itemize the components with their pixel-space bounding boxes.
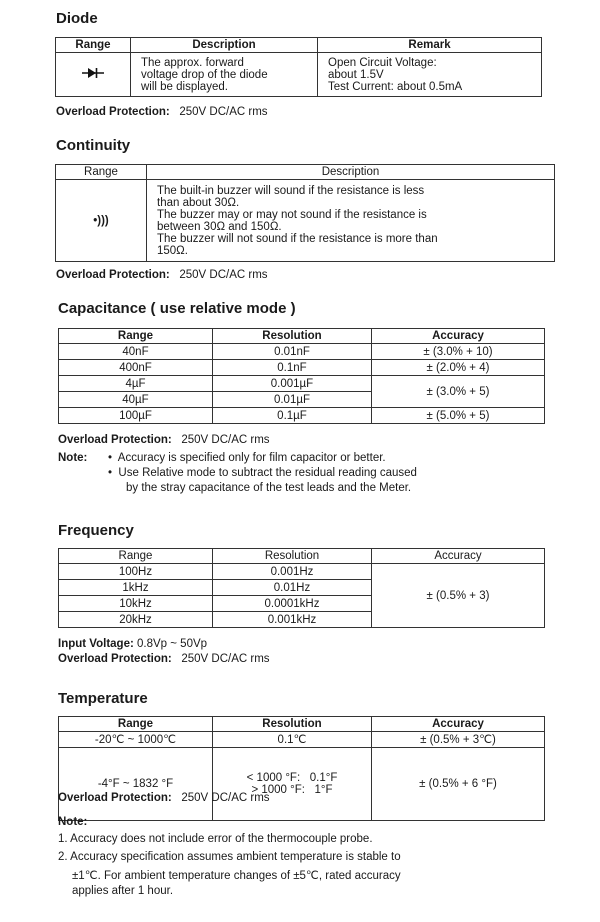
resolution-cell: 0.01nF: [213, 344, 372, 360]
range-cell: 100µF: [59, 408, 213, 424]
temperature-table: [58, 716, 545, 821]
table-row: [59, 344, 545, 360]
header-description: Description: [131, 38, 318, 53]
header-range: Range: [56, 165, 147, 180]
diode-title: Diode: [56, 10, 98, 27]
resolution-cell: 0.0001kHz: [213, 596, 372, 612]
header-range: Range: [59, 717, 213, 732]
range-cell: 100Hz: [59, 564, 213, 580]
capacitance-overload: Overload Protection: 250V DC/AC rms: [58, 434, 270, 446]
header-range: Range: [56, 38, 131, 53]
range-cell: -20℃ ~ 1000℃: [59, 732, 213, 748]
diode-overload: Overload Protection: 250V DC/AC rms: [56, 106, 268, 118]
frequency-title: Frequency: [58, 522, 134, 539]
range-cell: 40nF: [59, 344, 213, 360]
header-range: Range: [59, 549, 213, 564]
header-description: Description: [147, 165, 555, 180]
resolution-cell: < 1000 °F: 0.1°F > 1000 °F: 1°F: [213, 748, 372, 821]
buzzer-icon: •))): [56, 180, 147, 262]
diode-symbol-cell: [56, 53, 131, 97]
continuity-description: The built-in buzzer will sound if the resistance is less than about 30Ω. The buzzer may or may not sound if the resistance is between 30Ω and 150Ω. The buzzer will not sound if the resistance is more than 150Ω.: [147, 180, 555, 262]
table-row: [59, 360, 545, 376]
resolution-cell: 0.01µF: [213, 392, 372, 408]
table-row: [59, 564, 545, 580]
table-row: [59, 408, 545, 424]
accuracy-cell: ± (0.5% + 3℃): [372, 732, 545, 748]
accuracy-cell: ± (0.5% + 6 °F): [372, 748, 545, 821]
resolution-cell: 0.001Hz: [213, 564, 372, 580]
capacitance-table: [58, 328, 545, 424]
resolution-cell: 0.1℃: [213, 732, 372, 748]
table-row: [59, 376, 545, 392]
range-cell: 400nF: [59, 360, 213, 376]
resolution-cell: 0.1µF: [213, 408, 372, 424]
temperature-title: Temperature: [58, 690, 148, 707]
final-note-1: 1. Accuracy does not include error of the thermocouple probe.: [58, 833, 373, 845]
continuity-table: [55, 164, 555, 262]
accuracy-cell: ± (3.0% + 10): [372, 344, 545, 360]
diode-table: [55, 37, 542, 97]
capacitance-note-1: • Accuracy is specified only for film capacitor or better.: [108, 452, 386, 464]
capacitance-note-2: • Use Relative mode to subtract the residual reading caused: [108, 467, 417, 479]
final-note-label: Note:: [58, 816, 88, 828]
range-cell: -4°F ~ 1832 °F: [59, 748, 213, 821]
frequency-input-voltage: Input Voltage: 0.8Vp ~ 50Vp: [58, 638, 208, 650]
range-cell: 40µF: [59, 392, 213, 408]
accuracy-cell: ± (0.5% + 3): [372, 564, 545, 628]
final-note-4: applies after 1 hour.: [72, 885, 174, 897]
accuracy-cell: ± (3.0% + 5): [372, 376, 545, 408]
table-row: [59, 748, 545, 821]
range-cell: 4µF: [59, 376, 213, 392]
header-resolution: Resolution: [213, 329, 372, 344]
header-accuracy: Accuracy: [372, 717, 545, 732]
diode-description: The approx. forward voltage drop of the diode will be displayed.: [131, 53, 318, 97]
resolution-cell: 0.001kHz: [213, 612, 372, 628]
final-note-3: ±1℃. For ambient temperature changes of ±5℃, rated accuracy: [72, 870, 401, 882]
final-note-2: 2. Accuracy specification assumes ambient temperature is stable to: [58, 851, 401, 863]
continuity-overload: Overload Protection: 250V DC/AC rms: [56, 269, 268, 281]
resolution-cell: 0.001µF: [213, 376, 372, 392]
capacitance-note-3: by the stray capacitance of the test leads and the Meter.: [126, 482, 412, 494]
continuity-title: Continuity: [56, 137, 131, 154]
range-cell: 20kHz: [59, 612, 213, 628]
header-resolution: Resolution: [213, 549, 372, 564]
header-accuracy: Accuracy: [372, 329, 545, 344]
header-resolution: Resolution: [213, 717, 372, 732]
resolution-cell: 0.1nF: [213, 360, 372, 376]
temperature-overload: Overload Protection: 250V DC/AC rms: [58, 792, 270, 804]
accuracy-cell: ± (2.0% + 4): [372, 360, 545, 376]
accuracy-cell: ± (5.0% + 5): [372, 408, 545, 424]
frequency-table: [58, 548, 545, 628]
header-range: Range: [59, 329, 213, 344]
header-accuracy: Accuracy: [372, 549, 545, 564]
range-cell: 10kHz: [59, 596, 213, 612]
diode-icon: [82, 67, 104, 79]
header-remark: Remark: [318, 38, 542, 53]
frequency-overload: Overload Protection: 250V DC/AC rms: [58, 653, 270, 665]
table-row: [59, 732, 545, 748]
capacitance-note-label: Note:: [58, 452, 88, 464]
range-cell: 1kHz: [59, 580, 213, 596]
resolution-cell: 0.01Hz: [213, 580, 372, 596]
capacitance-title: Capacitance ( use relative mode ): [58, 300, 296, 317]
diode-remark: Open Circuit Voltage: about 1.5V Test Current: about 0.5mA: [318, 53, 542, 97]
